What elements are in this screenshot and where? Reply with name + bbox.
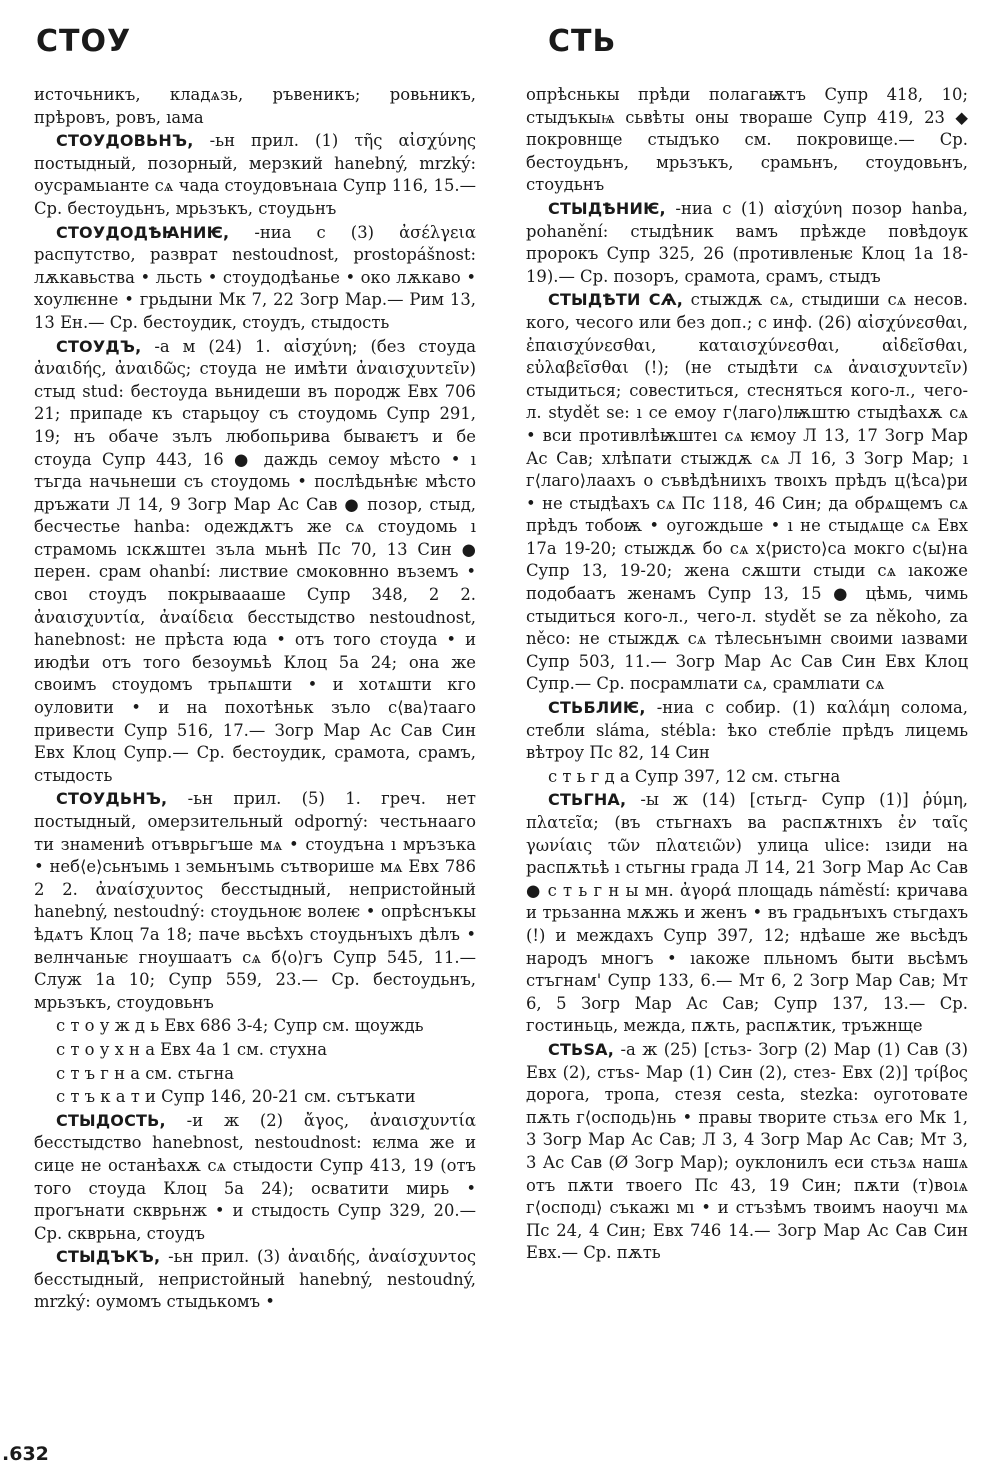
entry-headword: СТЬГНА, bbox=[548, 790, 627, 810]
entry-text: стыждѫ сѧ, стыдиши сѧ несов. кого, чесого или без доп.; с инф. (26) αἰσχύνεσθαι, ἐπαισχύνεσθαι, καταισχύνεσθαι, αἰδεῖσθαι, εὐλαβεῖσθαι (!); (не стыдѣти сѧ ἀναισχυντεῖν) стыдиться; совеститься, стесняться кого-л., чего-л. stydět se: ı се емоу г⟨лаго⟩лѭштю стыдѣахѫ сѧ • вси противлѣѭштеı сѧ ѥмоу Л 13, 17 Зогр Мар Ас Сав; хлѣпати стыждѫ сѧ Л 16, 3 Зогр Мар; ı г⟨лаго⟩лаахъ о съвѣдѣниıхъ твоıхъ прѣдъ ц⟨ѣса⟩ри • не стыдѣахъ сѧ Пс 118, 46 Син; да обрѧщемъ сѧ прѣдъ тобоѭ • оугождьше • ı не стыдѧще сѧ Евх 17а 19-20; стыждѫ бо сѧ х⟨ристо⟩са мокго с⟨ы⟩на Супр 13, 19-20; жена сѫшти стыди сѧ ıакоже подобаатъ женамъ Супр 13, 15 ● цѣмь, чимь стыдиться кого-л., чего-л. stydět se za někoho, za něco: не стыждѫ сѧ тѣлесьнъıмн своими ıазвами Супр 503, 11.— Зогр Мар Ас Сав Син Евх Клоц Супр.— Ср. посрамлıати сѧ, срамлıати сѧ bbox=[526, 290, 968, 694]
dictionary-entry bbox=[34, 788, 476, 1014]
entry-text: -ниа с собир. (1) καλάμη солома, стебли sláma, stébla: ѣко стебліе прѣдъ лицемь вѣтроу Пс 82, 14 Син bbox=[526, 698, 968, 763]
dictionary-entry bbox=[34, 1246, 476, 1314]
entry-text: -ниа с (3) ἀσέλγεια распутство, разврат nestoudnost, prostopášnost: лѫкавьства • льсть • стоудодѣанье • око лѫкаво • хоулѥнне • грьдыни Мк 7, 22 Зогр Мар.— Рим 13, 13 Ен.— Ср. бестоудик, стоудъ, стыдость bbox=[34, 222, 476, 332]
dictionary-entry bbox=[526, 1039, 968, 1265]
entry-headword: СТЬБЛИѤ, bbox=[548, 698, 646, 718]
entry-headword: СТЫДѢНИѤ, bbox=[548, 198, 666, 218]
cross-reference bbox=[34, 1086, 476, 1109]
entry-text: -ьн прил. (5) 1. греч. нет постыдный, омерзительный odporný: честьнааго ти знамениѣ отъврьгъше мѧ • стоудъна ı мръзъка • неб⟨е⟩сьнъıмь ı земьнъıмь сътворише мѧ Евх 786 2 2. ἀναίσχυντος бесстыдный, непристойный hanebný, nestoudný: стоудьноѥ волеѥ • опрѣснъкы ѣдѧтъ Клоц 7а 18; паче вьсѣхъ стоудьнъıхъ дѣлъ • велнчаньѥ гноушаатъ сѧ б⟨о⟩гъ Супр 545, 11.— Служ 1а 10; Супр 559, 23.— Ср. бестоудьнъ, мрьзъкъ, стоудовьнъ bbox=[34, 789, 476, 1012]
entry-text: с т о у ж д ь Евх 686 3-4; Супр см. щоуждь bbox=[56, 1016, 424, 1036]
entry-text: опрѣснькы прѣди полагаѭтъ Супр 418, 10; стыдъкыѩ сьвѣты оны твораше Супр 419, 23 ◆ покровнще стыдъко см. покровище.— Ср. бестоудьнъ, мрьзъкъ, срамьнъ, стоудовьнъ, стоудьнъ bbox=[526, 85, 968, 195]
entry-text: -ниа с (1) αἰσχύνη позор hanba, pohanění: стыдѣник вамъ прѣжде повѣдоук пророкъ Супр 325, 26 (противленьѥ Клоц 1а 18-19).— Ср. позоръ, срамота, срамъ, стыдъ bbox=[526, 198, 968, 286]
entry-text: с т ъ к а т и Супр 146, 20-21 см. сътъкати bbox=[56, 1087, 416, 1107]
entry-text: -ьн прил. (1) τῆς αἰσχύνης постыдный, позорный, мерзкий hanebný, mrzký: оусрамьıанте сѧ чада стоудовънаıа Супр 116, 15.— Ср. бестоудьнъ, мрьзъкъ, стоудьнъ bbox=[34, 131, 476, 218]
cross-reference bbox=[34, 1015, 476, 1038]
entry-text: с т ъ г н а см. стьгна bbox=[56, 1063, 235, 1083]
right-column bbox=[526, 84, 968, 1266]
entry-text: -и ж (2) ἄγος, ἀναισχυντία бесстыдство hanebnost, nestoudnost: ѥлма же и сице не останѣахѫ сѧ стыдости Супр 413, 19 (отъ того стоуда Клоц 5а 24); осватити мирь • прогънати скврьнж • и стыдость Супр 329, 20.— Ср. скврьна, стоудъ bbox=[34, 1110, 476, 1243]
entry-text: источьникъ, кладѧзь, ръвеникъ; ровьникъ, прѣровъ, ровъ, ıама bbox=[34, 85, 476, 127]
entry-text: -а м (24) 1. αἰσχύνη; (без стоуда ἀναιδής, ἀναιδῶς; стоуда не имѣти ἀναισχυντεῖν) стыд stud: бестоуда вьнидеши въ породж Евх 706 21; припаде къ старьцоу съ стоудомь Супр 291, 19; нъ обаче зълъ любопьрива бываѥтъ и бе стоуда Супр 443, 16 ● даждь семоу мѣсто • ı тъгда начьнеши съ стоудомь • послѣдьнѣѥ мѣсто дръжати Л 14, 9 Зогр Мар Ас Сав ● позор, стыд, бесчестье hanba: одеждѫтъ же сѧ стоудомь ı страмомь ıскѫштеı зъла мьнѣ Пс 70, 13 Син ● перен. срам ohanbí: листвие смоковнно въземъ • своı стоудъ покрываааше Супр 348, 2 2. ἀναισχυντία, ἀναίδεια бесстыдство nestoudnost, hanebnost: не прѣста юда • отъ того стоуда • и июдѣи отъ того безоумьѣ Клоц 5а 24; она же своимъ стоудомъ трьпѧшти • и хотѧшти кго оуловити • и на похотѣньк зъло с⟨ва⟩тааго привести Супр 516, 17.— Зогр Мар Ас Сав Син Евх Клоц Супр.— Ср. бестоудик, срамота, срамъ, стыдость bbox=[34, 336, 476, 785]
entry-headword: СТЫДОСТЬ, bbox=[56, 1110, 166, 1130]
entry-headword: СТЫДЪКЪ, bbox=[56, 1247, 161, 1267]
entry-text: с т о у х н а Евх 4а 1 см. стухна bbox=[56, 1039, 328, 1059]
dictionary-entry bbox=[526, 289, 968, 696]
dictionary-entry bbox=[526, 789, 968, 1038]
entry-headword: СТОУДЬНЪ, bbox=[56, 789, 168, 809]
running-head-left: СТОУ bbox=[36, 24, 132, 59]
cross-reference bbox=[526, 766, 968, 789]
entry-text: с т ь г д а Супр 397, 12 см. стьгна bbox=[548, 766, 841, 786]
dictionary-entry bbox=[34, 130, 476, 220]
entry-headword: СТОУДОДѢꙖНИѤ, bbox=[56, 222, 230, 242]
dictionary-entry bbox=[34, 1110, 476, 1246]
page-number: .632 bbox=[2, 1443, 49, 1465]
entry-headword: СТОУДЪ, bbox=[56, 336, 142, 356]
entry-headword: СТЬЅА, bbox=[548, 1039, 615, 1059]
dictionary-entry bbox=[34, 222, 476, 335]
left-column bbox=[34, 84, 476, 1315]
dictionary-entry bbox=[526, 84, 968, 197]
cross-reference bbox=[34, 1063, 476, 1086]
dictionary-entry bbox=[526, 198, 968, 288]
entry-headword: СТОУДОВЬНЪ, bbox=[56, 131, 194, 151]
entry-text: -ы ж (14) [стьгд- Супр (1)] ῥύμη, πλατεῖα; (въ стьгнахъ ва распѫтнıхъ ἐν ταῖς γωνίαις τῶν πλατειῶν) улица ulice: ıзиди на распѫтьѣ ı стьгны града Л 14, 21 Зогр Мар Ас Сав ● с т ь г н ы мн. ἀγορά площадь náměstí: кричава и трьзанна мѫжь и женъ • въ градьнъıхъ стьгдахъ (!) и междахъ Супр 397, 12; ндѣаше же вьсѣдъ народъ многъ • ıакоже пльномъ быти вьсѣмъ стъгнам' Супр 133, 6.— Мт 6, 2 Зогр Мар Сав; Мт 6, 5 Зогр Мар Ас Сав; Супр 137, 13.— Ср. гостиньць, межда, пѫть, распѫтик, тръжнще bbox=[526, 790, 968, 1036]
dictionary-entry bbox=[34, 84, 476, 129]
dictionary-entry bbox=[34, 336, 476, 788]
running-head-right: СТЬ bbox=[548, 24, 617, 59]
cross-reference bbox=[34, 1039, 476, 1062]
dictionary-entry bbox=[526, 697, 968, 765]
entry-headword: СТЫДѢТИ СѦ, bbox=[548, 290, 684, 310]
entry-text: -ьн прил. (3) ἀναιδής, ἀναίσχυντος бесстыдный, непристойный hanebný, nestoudný, mrzký: оумомъ стыдькомъ • bbox=[34, 1247, 476, 1312]
entry-text: -а ж (25) [стьз- Зогр (2) Мар (1) Сав (3) Евх (2), стъѕ- Мар (1) Син (2), стез- Евх (2)] τρίβος дорога, тропа, стезя cesta, stezka: оуготовате пѫть г⟨осподь⟩нь • правы творите стьзѧ его Мк 1, 3 Зогр Мар Ас Сав; Л 3, 4 Зогр Мар Ас Сав; Мт 3, 3 Ас Сав (Ø Зогр Мар); оуклонилъ еси стьзѧ нашѧ отъ пѫти твоего Пс 43, 19 Син; пѫти (т)воıѧ г⟨осподı⟩ съкажı мı • и стъзѣмъ твоимъ наоучı мѧ Пс 24, 4 Син; Евх 746 14.— Зогр Мар Ас Сав Син Евх.— Ср. пѫть bbox=[526, 1039, 968, 1263]
